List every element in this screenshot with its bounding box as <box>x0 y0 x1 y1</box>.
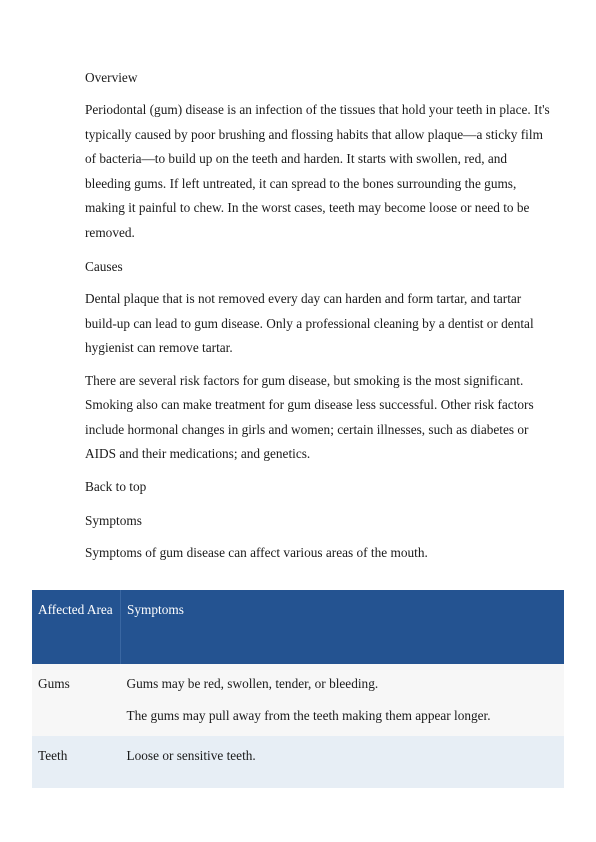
overview-heading: Overview <box>85 70 138 85</box>
symptoms-table <box>32 590 564 788</box>
area-cell: Gums <box>32 664 121 736</box>
causes-paragraph-1: Dental plaque that is not removed every day can harden and form tartar, and tartar build-up can lead to gum disease. Only a professional cleaning by a dentist or dental hygienist can remove tartar. <box>85 291 534 355</box>
causes-paragraph-2: There are several risk factors for gum disease, but smoking is the most significant. Smoking also can make treatment for gum disease less successful. Other risk factors include hormonal changes in girls and women; certain illnesses, such as diabetes or AIDS and their medications; and genetics. <box>85 372 534 461</box>
table-header-row <box>32 590 564 664</box>
area-cell: Teeth <box>32 736 121 788</box>
table-row <box>32 736 564 788</box>
header-affected-area: Affected Area <box>32 590 121 664</box>
symptoms-cell <box>121 664 565 736</box>
overview-paragraph: Periodontal (gum) disease is an infection of the tissues that hold your teeth in place. It's typically caused by poor brushing and flossing habits that allow plaque—a sticky film of bacteria—to build up on the teeth and harden. It starts with swollen, red, and bleeding gums. If left untreated, it can spread to the bones surrounding the gums, making it painful to chew. In the worst cases, teeth may become loose or need to be removed. <box>85 102 550 240</box>
symptoms-intro: Symptoms of gum disease can affect various areas of the mouth. <box>85 544 428 560</box>
document-body <box>85 66 555 573</box>
symptom-text: Loose or sensitive teeth. <box>126 748 256 763</box>
symptoms-heading: Symptoms <box>85 512 142 528</box>
causes-heading: Causes <box>85 259 123 274</box>
symptom-text: Gums may be red, swollen, tender, or bleeding. <box>126 676 379 691</box>
symptoms-cell <box>121 736 565 788</box>
back-to-top-link[interactable]: Back to top <box>85 478 147 494</box>
table-row <box>32 664 564 736</box>
header-symptoms: Symptoms <box>121 590 565 664</box>
symptom-text: The gums may pull away from the teeth making them appear longer. <box>126 708 491 723</box>
